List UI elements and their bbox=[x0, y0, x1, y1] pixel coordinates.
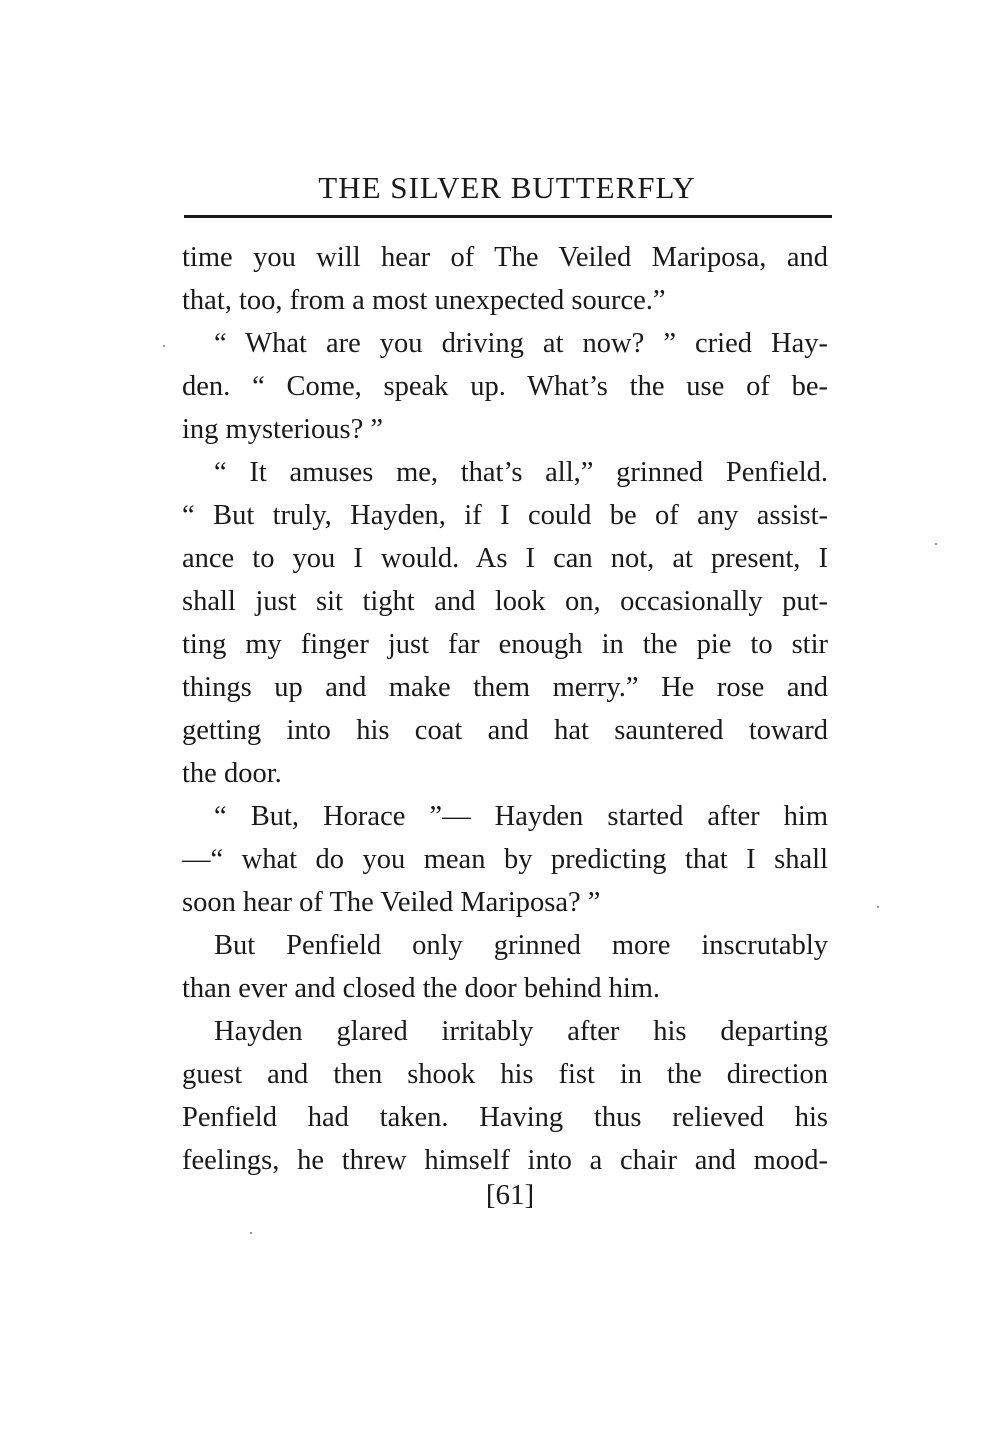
body-text bbox=[182, 236, 828, 1182]
text-line: the door. bbox=[182, 758, 282, 789]
text-line: that, too, from a most unexpected source.” bbox=[182, 285, 666, 316]
text-line: soon hear of The Veiled Mariposa? ” bbox=[182, 887, 601, 918]
text-line: “ What are you driving at now? ” cried Hay- bbox=[214, 328, 828, 359]
text-line: Penfield had taken. Having thus relieved his bbox=[182, 1102, 828, 1133]
scan-speck bbox=[250, 1232, 252, 1234]
text-line: things up and make them merry.” He rose and bbox=[182, 672, 828, 703]
text-line: feelings, he threw himself into a chair and mood- bbox=[182, 1145, 828, 1176]
header-rule bbox=[184, 215, 832, 218]
text-line: ance to you I would. As I can not, at present, I bbox=[182, 543, 828, 574]
page-number: [61] bbox=[485, 1179, 535, 1211]
text-line: ting my finger just far enough in the pie to stir bbox=[182, 629, 828, 660]
text-line: “ But, Horace ”— Hayden started after him bbox=[214, 801, 828, 832]
text-line: den. “ Come, speak up. What’s the use of be- bbox=[182, 371, 828, 402]
text-line: getting into his coat and hat sauntered toward bbox=[182, 715, 828, 746]
text-line: —“ what do you mean by predicting that I shall bbox=[182, 844, 828, 875]
text-line: time you will hear of The Veiled Mariposa, and bbox=[182, 242, 828, 273]
scan-speck bbox=[163, 345, 165, 347]
text-line: guest and then shook his fist in the direction bbox=[182, 1059, 828, 1090]
scan-speck bbox=[935, 543, 937, 545]
text-line: shall just sit tight and look on, occasionally put- bbox=[182, 586, 828, 617]
text-line: “ But truly, Hayden, if I could be of any assist- bbox=[182, 500, 828, 531]
text-line: “ It amuses me, that’s all,” grinned Penfield. bbox=[214, 457, 828, 488]
text-line: But Penfield only grinned more inscrutably bbox=[214, 930, 828, 961]
text-line: ing mysterious? ” bbox=[182, 414, 384, 445]
text-line: Hayden glared irritably after his departing bbox=[214, 1016, 828, 1047]
running-head: THE SILVER BUTTERFLY bbox=[318, 170, 696, 205]
text-line: than ever and closed the door behind him. bbox=[182, 973, 661, 1004]
scan-speck bbox=[877, 906, 879, 908]
